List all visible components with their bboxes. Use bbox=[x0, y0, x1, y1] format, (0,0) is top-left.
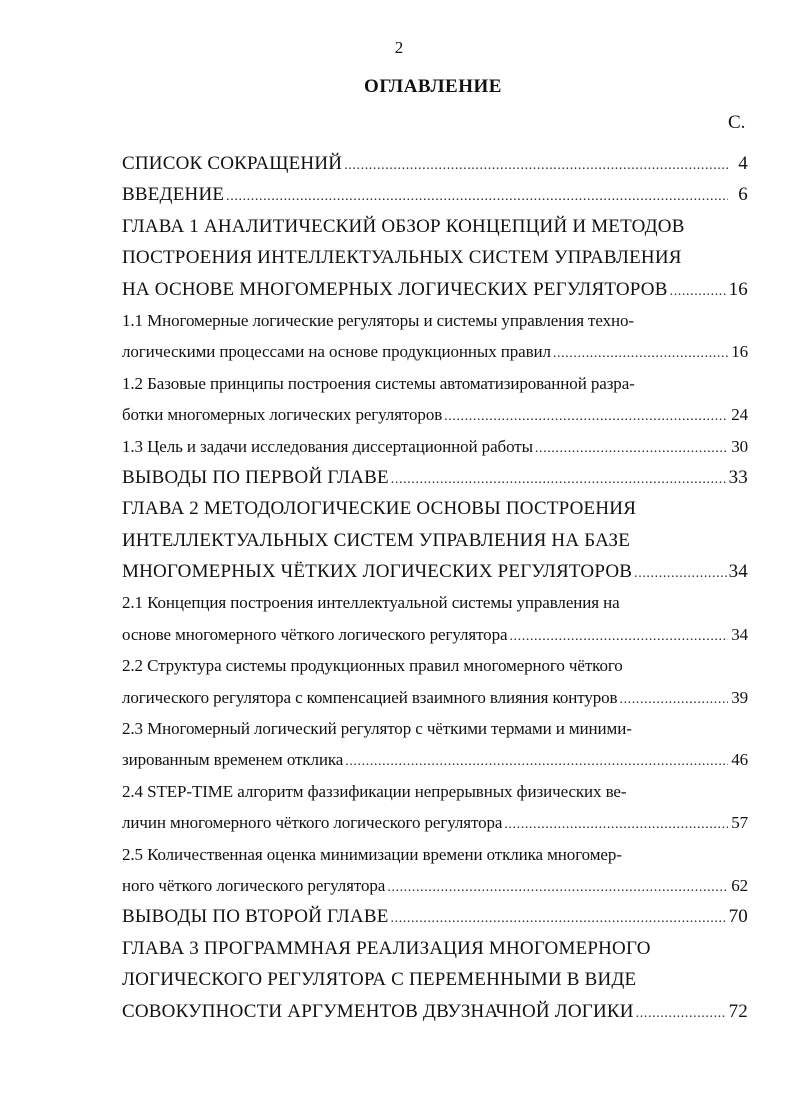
toc-entry-text: зированным временем отклика bbox=[122, 750, 344, 770]
toc-entry-text: ВЫВОДЫ ПО ВТОРОЙ ГЛАВЕ bbox=[122, 906, 389, 928]
toc-entry-line bbox=[122, 274, 748, 305]
toc-page-number: 16 bbox=[731, 342, 748, 362]
page-column-label: С. bbox=[728, 112, 746, 133]
toc-entry-line bbox=[122, 587, 748, 618]
toc-page-number: 30 bbox=[731, 436, 748, 456]
toc-entry-text: 2.1 Концепция построения интеллектуальной системы управления на bbox=[122, 593, 620, 613]
toc-page-number: 72 bbox=[728, 1000, 748, 1022]
toc-entry-line bbox=[122, 682, 748, 713]
dot-leader bbox=[444, 401, 728, 432]
toc-entry-text: основе многомерного чёткого логического регулятора bbox=[122, 624, 508, 644]
dot-leader bbox=[535, 433, 728, 464]
toc-entry bbox=[122, 431, 748, 462]
toc-entry-line bbox=[122, 148, 748, 179]
toc-entry-text: НА ОСНОВЕ МНОГОМЕРНЫХ ЛОГИЧЕСКИХ РЕГУЛЯТОРОВ bbox=[122, 278, 668, 300]
toc-entry bbox=[122, 901, 748, 932]
toc-entry-line bbox=[122, 242, 748, 273]
toc-page-number: 4 bbox=[738, 153, 748, 174]
toc-entry-text: ИНТЕЛЛЕКТУАЛЬНЫХ СИСТЕМ УПРАВЛЕНИЯ НА БАЗЕ bbox=[122, 529, 631, 551]
toc-entry-text: 1.1 Многомерные логические регуляторы и системы управления техно- bbox=[122, 310, 634, 330]
toc-page-number: 62 bbox=[731, 875, 748, 895]
toc-entry-line bbox=[122, 368, 748, 399]
toc-entry-text: СОВОКУПНОСТИ АРГУМЕНТОВ ДВУЗНАЧНОЙ ЛОГИКИ bbox=[122, 1000, 634, 1022]
toc-page-number: 70 bbox=[728, 906, 748, 928]
toc-entry-text: ГЛАВА 3 ПРОГРАММНАЯ РЕАЛИЗАЦИЯ МНОГОМЕРНОГО bbox=[122, 937, 651, 959]
toc-entry-text: 2.5 Количественная оценка минимизации времени отклика многомер- bbox=[122, 844, 622, 864]
table-of-contents bbox=[122, 148, 748, 1027]
toc-entry bbox=[122, 587, 748, 650]
toc-title: ОГЛАВЛЕНИЕ bbox=[364, 76, 502, 97]
toc-entry-text: 2.3 Многомерный логический регулятор с чёткими термами и миними- bbox=[122, 719, 632, 739]
toc-entry-text: ВЫВОДЫ ПО ПЕРВОЙ ГЛАВЕ bbox=[122, 466, 389, 488]
toc-entry-line bbox=[122, 179, 748, 210]
toc-entry-text: СПИСОК СОКРАЩЕНИЙ bbox=[122, 153, 343, 174]
dot-leader bbox=[345, 746, 728, 777]
toc-entry-text: личин многомерного чёткого логического регулятора bbox=[122, 813, 503, 833]
toc-entry-line bbox=[122, 493, 748, 524]
toc-entry bbox=[122, 305, 748, 368]
toc-entry-line bbox=[122, 839, 748, 870]
toc-entry bbox=[122, 713, 748, 776]
dot-leader bbox=[226, 181, 728, 212]
toc-entry-line bbox=[122, 776, 748, 807]
toc-entry bbox=[122, 148, 748, 179]
toc-entry-text: ВВЕДЕНИЕ bbox=[122, 184, 225, 206]
toc-page-number: 34 bbox=[731, 624, 748, 644]
toc-entry-text: ЛОГИЧЕСКОГО РЕГУЛЯТОРА С ПЕРЕМЕННЫМИ В ВИДЕ bbox=[122, 969, 637, 991]
toc-page-number: 33 bbox=[728, 466, 748, 488]
toc-entry bbox=[122, 839, 748, 902]
toc-entry-text: ГЛАВА 1 АНАЛИТИЧЕСКИЙ ОБЗОР КОНЦЕПЦИЙ И МЕТОДОВ bbox=[122, 215, 685, 237]
toc-entry-text: 2.2 Структура системы продукционных правил многомерного чёткого bbox=[122, 656, 623, 676]
toc-entry bbox=[122, 650, 748, 713]
toc-entry-line bbox=[122, 336, 748, 367]
toc-entry-line bbox=[122, 713, 748, 744]
toc-entry-line bbox=[122, 431, 748, 462]
toc-page-number: 39 bbox=[731, 687, 748, 707]
toc-entry bbox=[122, 179, 748, 210]
toc-page-number: 16 bbox=[728, 278, 748, 300]
toc-page-number: 34 bbox=[728, 561, 748, 583]
toc-entry-line bbox=[122, 399, 748, 430]
toc-entry-line bbox=[122, 462, 748, 493]
dot-leader bbox=[636, 998, 727, 1029]
dot-leader bbox=[619, 684, 728, 715]
toc-entry-line bbox=[122, 996, 748, 1027]
toc-entry-line bbox=[122, 305, 748, 336]
toc-entry-text: логическими процессами на основе продукционных правил bbox=[122, 342, 551, 362]
toc-entry-text: ного чёткого логического регулятора bbox=[122, 875, 386, 895]
toc-entry bbox=[122, 776, 748, 839]
toc-entry bbox=[122, 493, 748, 587]
toc-entry-text: 2.4 STEP-TIME алгоритм фаззификации непрерывных физических ве- bbox=[122, 781, 627, 801]
toc-entry-line bbox=[122, 556, 748, 587]
toc-entry-line bbox=[122, 211, 748, 242]
toc-entry-text: МНОГОМЕРНЫХ ЧЁТКИХ ЛОГИЧЕСКИХ РЕГУЛЯТОРОВ bbox=[122, 561, 633, 583]
dot-leader bbox=[634, 558, 726, 589]
toc-page-number: 57 bbox=[731, 813, 748, 833]
toc-entry bbox=[122, 933, 748, 1027]
dot-leader bbox=[504, 809, 728, 840]
dot-leader bbox=[509, 621, 728, 652]
toc-entry-line bbox=[122, 650, 748, 681]
dot-leader bbox=[670, 276, 727, 307]
toc-entry bbox=[122, 211, 748, 305]
toc-page-number: 6 bbox=[738, 184, 748, 206]
toc-entry-line bbox=[122, 964, 748, 995]
dot-leader bbox=[387, 872, 728, 903]
dot-leader bbox=[391, 903, 727, 934]
toc-entry-line bbox=[122, 807, 748, 838]
toc-entry-text: ПОСТРОЕНИЯ ИНТЕЛЛЕКТУАЛЬНЫХ СИСТЕМ УПРАВЛЕНИЯ bbox=[122, 247, 682, 269]
toc-entry bbox=[122, 368, 748, 431]
toc-entry-text: 1.3 Цель и задачи исследования диссертационной работы bbox=[122, 436, 533, 456]
toc-entry-line bbox=[122, 744, 748, 775]
toc-entry-line bbox=[122, 525, 748, 556]
toc-entry-text: 1.2 Базовые принципы построения системы автоматизированной разра- bbox=[122, 373, 635, 393]
toc-entry-line bbox=[122, 901, 748, 932]
toc-page-number: 24 bbox=[731, 405, 748, 425]
toc-entry-text: ГЛАВА 2 МЕТОДОЛОГИЧЕСКИЕ ОСНОВЫ ПОСТРОЕНИЯ bbox=[122, 498, 637, 520]
dot-leader bbox=[553, 338, 728, 369]
toc-entry-line bbox=[122, 870, 748, 901]
toc-entry-line bbox=[122, 619, 748, 650]
toc-entry-text: логического регулятора с компенсацией взаимного влияния контуров bbox=[122, 687, 618, 707]
page-number: 2 bbox=[394, 38, 404, 57]
toc-page-number: 46 bbox=[731, 750, 748, 770]
toc-entry bbox=[122, 462, 748, 493]
dot-leader bbox=[344, 150, 728, 181]
toc-entry-line bbox=[122, 933, 748, 964]
dot-leader bbox=[391, 464, 727, 495]
toc-entry-text: ботки многомерных логических регуляторов bbox=[122, 405, 443, 425]
